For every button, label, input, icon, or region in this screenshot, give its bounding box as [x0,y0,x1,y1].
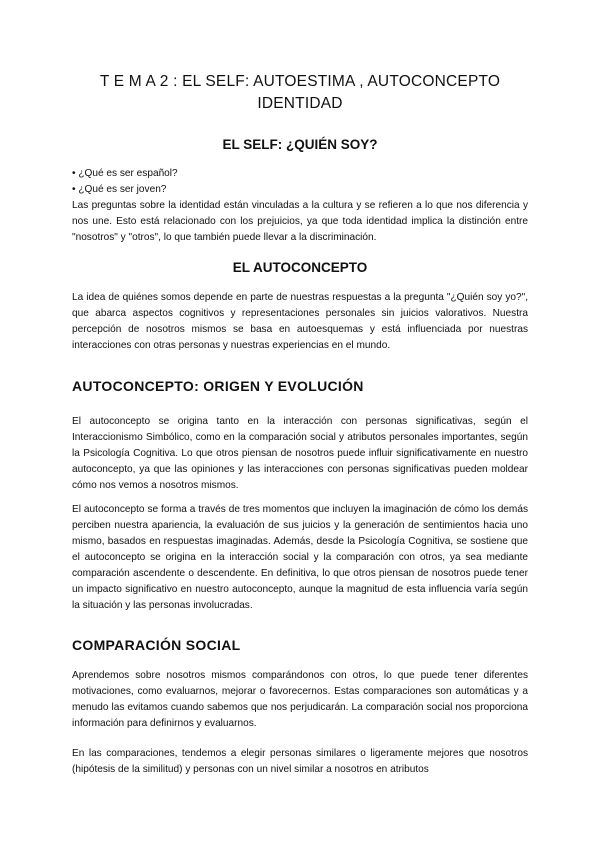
paragraph: El autoconcepto se origina tanto en la interacción con personas significativas, según el Interaccionismo Simbólico, como en la comparación social y atributos personales importantes, según la Psicología Cognitiva. Lo que otros piensan de nosotros puede influir significativamente en nuestro autoconcepto, ya que las opiniones y las interacciones con personas significativas pueden moldear cómo nos vemos a nosotros mismos. [72,416,528,491]
section-body-comparacion-2 [72,746,528,778]
bullet-item: • ¿Qué es ser español? [72,168,178,179]
section-body-self [72,166,528,246]
document-title [60,71,540,115]
bullet-item: • ¿Qué es ser joven? [72,184,167,195]
paragraph: Aprendemos sobre nosotros mismos comparándonos con otros, lo que puede tener diferentes motivaciones, como evaluarnos, mejorar o favorecernos. Estas comparaciones son automáticas y a menudo las evitamos cuando sabemos que nos perjudicarán. La comparación social nos proporciona información para definirnos y evaluarnos. [72,670,528,729]
section-heading-self: EL SELF: ¿QUIÉN SOY? [222,137,378,152]
bullet-list [72,166,528,198]
paragraph: Las preguntas sobre la identidad están vinculadas a la cultura y se refieren a lo que nos diferencia y nos une. Esto está relacionado con los prejuicios, ya que toda identidad implica la distinción entre "nosotros" y "otros", lo que también puede llevar a la discriminación. [72,200,528,243]
section-heading-comparacion: COMPARACIÓN SOCIAL [72,637,241,653]
title-line-1: T E M A 2 : EL SELF: AUTOESTIMA , AUTOCONCEPTO [99,73,501,90]
title-line-2: IDENTIDAD [257,95,343,112]
paragraph: En las comparaciones, tendemos a elegir personas similares o ligeramente mejores que nosotros (hipótesis de la similitud) y personas con un nivel similar a nosotros en atributos [72,748,528,775]
section-body-comparacion [72,668,528,732]
paragraph: La idea de quiénes somos depende en parte de nuestras respuestas a la pregunta "¿Quién soy yo?", que abarca aspectos cognitivos y representaciones personales sin juicios valorativos. Nuestra percepción de nosotros mismos se basa en autoesquemas y está influenciada por nuestras interacciones con otras personas y nuestras experiencias en el mundo. [72,292,528,351]
section-heading-origen: AUTOCONCEPTO: ORIGEN Y EVOLUCIÓN [72,378,364,394]
section-body-origen [72,414,528,494]
paragraph: El autoconcepto se forma a través de tres momentos que incluyen la imaginación de cómo los demás perciben nuestra apariencia, la evaluación de sus juicios y la generación de sentimientos hacia uno mismo, basados en respuestas imaginadas. Además, desde la Psicología Cognitiva, se sostiene que el autoconcepto se origina en la interacción social y la comparación con otros, ya sea mediante comparación ascendente o descendente. En definitiva, lo que otros piensan de nosotros puede tener un impacto significativo en nuestro autoconcepto, aunque la magnitud de esta influencia varía según la situación y las personas involucradas. [72,504,528,611]
section-body-origen-2 [72,502,528,614]
section-body-autoconcepto [72,290,528,354]
section-heading-autoconcepto: EL AUTOCONCEPTO [232,260,368,275]
